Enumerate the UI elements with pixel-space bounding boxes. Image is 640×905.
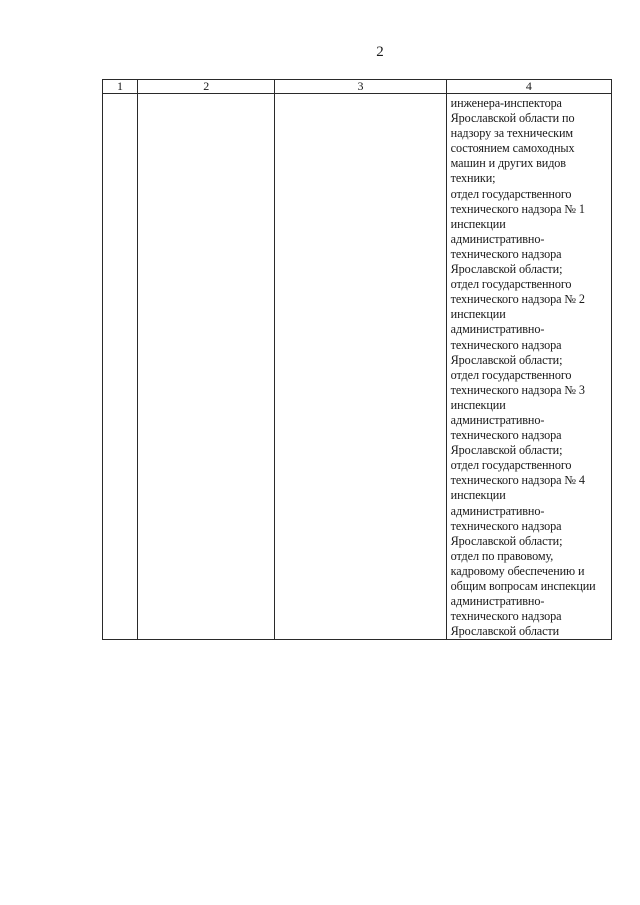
cell-col3 <box>275 94 446 640</box>
table-header-row <box>103 80 612 94</box>
cell-col4-line: Ярославской области <box>450 624 560 639</box>
cell-col4-line: технического надзора <box>450 428 562 443</box>
cell-col4-line: технического надзора <box>450 337 562 352</box>
cell-col4-line: состоянием самоходных <box>450 141 575 156</box>
cell-col4-line: Ярославской области; <box>450 443 563 458</box>
cell-col4-line: надзору за техническим <box>450 126 574 141</box>
cell-col4-line: отдел государственного <box>450 277 572 292</box>
cell-col4-line: инспекции <box>450 216 506 231</box>
cell-col4-line: машин и других видов <box>450 156 566 171</box>
cell-col4-line: инженера-инспектора <box>450 96 562 110</box>
cell-col4-line: отдел государственного <box>450 458 572 473</box>
column-header-3: 3 <box>275 80 446 94</box>
table-row <box>103 94 612 640</box>
cell-col4-line: отдел государственного <box>450 186 572 201</box>
cell-col4-line: технического надзора <box>450 246 562 261</box>
cell-col4-line: административно- <box>450 322 545 337</box>
column-header-4: 4 <box>446 80 611 94</box>
cell-col1 <box>103 94 138 640</box>
cell-col4-line: технического надзора <box>450 609 562 624</box>
cell-col4-line: технического надзора № 2 <box>450 292 585 307</box>
cell-col4-line: инспекции <box>450 307 506 322</box>
cell-col4-line: технического надзора № 3 <box>450 382 585 397</box>
document-table <box>102 79 612 640</box>
cell-col4-line: технического надзора <box>450 518 562 533</box>
cell-col4-line: Ярославской области; <box>450 533 563 548</box>
cell-col4-line: кадровому обеспечению и <box>450 563 585 578</box>
column-header-1: 1 <box>103 80 138 94</box>
cell-col4-line: техники; <box>450 171 496 186</box>
cell-col4-line: Ярославской области; <box>450 262 563 277</box>
cell-col4-line: отдел государственного <box>450 367 572 382</box>
cell-col4-line: инспекции <box>450 397 506 412</box>
cell-col4-line: Ярославской области; <box>450 352 563 367</box>
cell-col4-line: технического надзора № 1 <box>450 201 585 216</box>
cell-col4-line: административно- <box>450 231 545 246</box>
cell-col4-line: общим вопросам инспекции <box>450 579 596 593</box>
cell-col4-line: инспекции <box>450 488 506 503</box>
cell-col4-line: административно- <box>450 412 545 427</box>
cell-col4-line: Ярославской области по <box>450 111 575 126</box>
column-header-2: 2 <box>138 80 275 94</box>
cell-col4-line: административно- <box>450 594 545 609</box>
cell-col4-text <box>447 94 611 639</box>
page-number: 2 <box>376 44 384 60</box>
cell-col2 <box>138 94 275 640</box>
cell-col4-line: административно- <box>450 503 545 518</box>
cell-col4-line: технического надзора № 4 <box>450 473 585 488</box>
cell-col4 <box>446 94 611 640</box>
cell-col4-line: отдел по правовому, <box>450 548 554 563</box>
